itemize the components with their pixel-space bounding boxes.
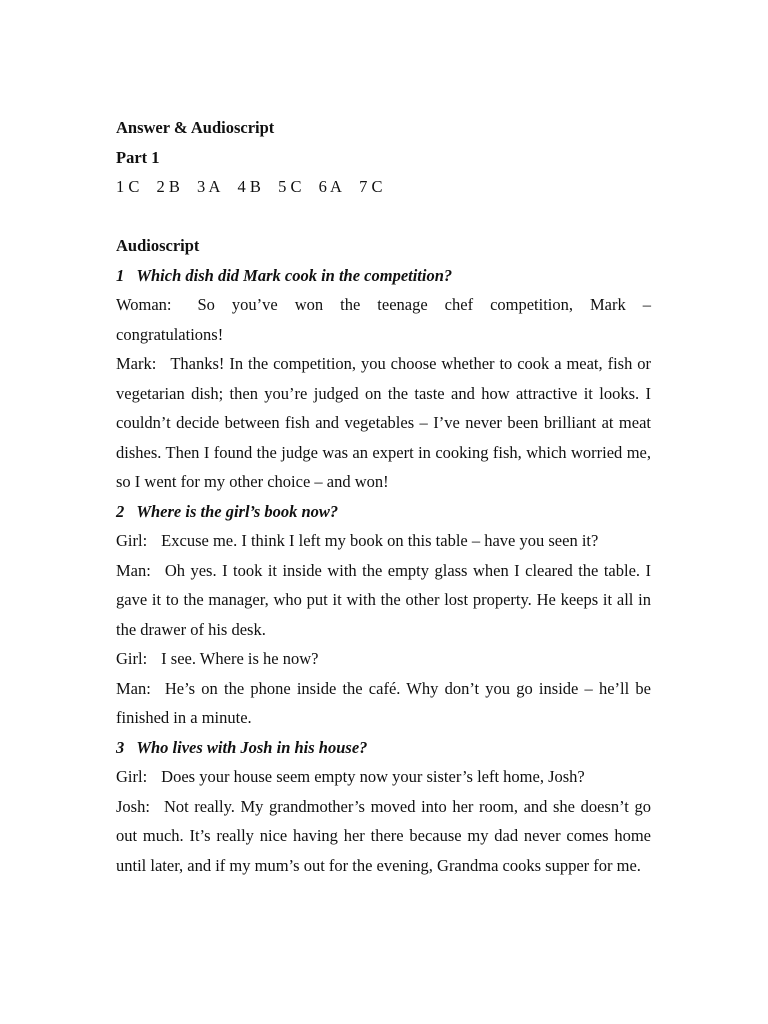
speaker: Man: [116, 560, 151, 580]
answer-3: 3 A [197, 177, 221, 196]
speaker: Mark: [116, 354, 157, 373]
utterance: So you’ve won the teenage chef competition, Mark – congratulations! [116, 295, 651, 344]
speaker: Man: [116, 678, 151, 698]
dialogue-line [116, 762, 651, 792]
dialogue-line [116, 556, 651, 645]
question-1: 1 Which dish did Mark cook in the competition? [116, 265, 453, 285]
answer-1: 1 C [116, 177, 140, 196]
utterance: Oh yes. I took it inside with the empty glass when I cleared the table. I gave it to the manager, who put it with the other lost property. He keeps it all in the drawer of his desk. [116, 560, 651, 639]
answer-4: 4 B [237, 177, 261, 196]
dialogue-line [116, 349, 651, 497]
dialogue-line [116, 674, 651, 733]
speaker: Josh: [116, 796, 150, 816]
answer-2: 2 B [156, 177, 180, 196]
dialogue-line [116, 792, 651, 881]
answer-6: 6 A [318, 177, 342, 196]
answer-7: 7 C [359, 177, 383, 196]
audioscript-heading: Audioscript [116, 236, 200, 255]
speaker: Girl: [116, 649, 148, 668]
utterance: Not really. My grandmother’s moved into her room, and she doesn’t go out much. It’s really nice having her there because my dad never comes home until later, and if my mum’s out for the evening, Grandma cooks supper for me. [116, 796, 651, 875]
dialogue-line [116, 644, 651, 674]
dialogue-line [116, 526, 651, 556]
utterance: He’s on the phone inside the café. Why don’t you go inside – he’ll be finished in a minute. [116, 678, 651, 727]
speaker: Girl: [116, 531, 148, 550]
speaker: Girl: [116, 767, 148, 786]
answer-key [116, 172, 651, 202]
dialogue-line [116, 290, 651, 349]
document-title: Answer & Audioscript [116, 118, 275, 137]
document-page [116, 113, 651, 880]
answer-5: 5 C [278, 177, 302, 196]
speaker: Woman: [116, 295, 172, 314]
utterance: Thanks! In the competition, you choose whether to cook a meat, fish or vegetarian dish; then you’re judged on the taste and how attractive it looks. I couldn’t decide between fish and vegetables – I’ve never been brilliant at meat dishes. Then I found the judge was an expert in cooking fish, which worried me, so I went for my other choice – and won! [116, 354, 651, 491]
part-heading: Part 1 [116, 147, 160, 167]
spacer [116, 202, 651, 232]
question-3: 3 Who lives with Josh in his house? [116, 737, 368, 757]
question-2: 2 Where is the girl’s book now? [116, 501, 339, 521]
utterance: Excuse me. I think I left my book on this table – have you seen it? [161, 531, 599, 550]
utterance: I see. Where is he now? [161, 649, 319, 668]
utterance: Does your house seem empty now your sister’s left home, Josh? [161, 767, 585, 786]
